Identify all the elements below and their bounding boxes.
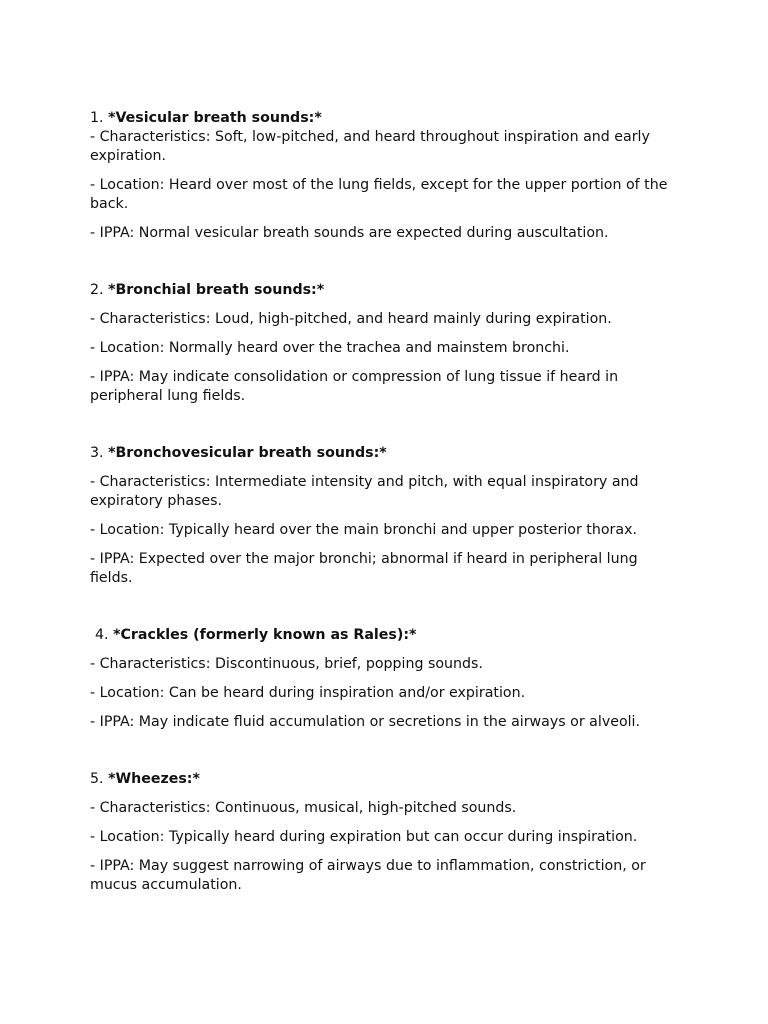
section-heading (90, 281, 680, 300)
section-number: 1. (90, 110, 104, 126)
section-crackles (90, 626, 680, 732)
characteristics-item: - Characteristics: Continuous, musical, high-pitched sounds. (90, 800, 517, 816)
location-item: - Location: Heard over most of the lung fields, except for the upper portion of the back. (90, 177, 668, 212)
section-heading (90, 770, 680, 789)
ippa-item: - IPPA: Expected over the major bronchi; abnormal if heard in peripheral lung fields. (90, 551, 638, 586)
section-bronchial (90, 281, 680, 406)
section-heading (90, 444, 680, 463)
ippa-item: - IPPA: May suggest narrowing of airways due to inflammation, constriction, or mucus accumulation. (90, 858, 646, 893)
ippa-item: - IPPA: May indicate fluid accumulation or secretions in the airways or alveoli. (90, 714, 641, 730)
location-item: - Location: Can be heard during inspiration and/or expiration. (90, 685, 526, 701)
document-body (90, 109, 680, 905)
characteristics-item: - Characteristics: Discontinuous, brief, popping sounds. (90, 656, 483, 672)
section-wheezes (90, 770, 680, 895)
section-heading (90, 109, 680, 128)
section-number: 5. (90, 771, 104, 787)
section-number: 2. (90, 282, 104, 298)
section-title: *Bronchial breath sounds:* (108, 282, 325, 298)
location-item: - Location: Typically heard over the main bronchi and upper posterior thorax. (90, 522, 637, 538)
section-title: *Wheezes:* (108, 771, 200, 787)
section-number: 4. (95, 627, 109, 643)
characteristics-item: - Characteristics: Intermediate intensity and pitch, with equal inspiratory and expiratory phases. (90, 474, 639, 509)
section-title: *Bronchovesicular breath sounds:* (108, 445, 387, 461)
section-title: *Crackles (formerly known as Rales):* (113, 627, 417, 643)
section-title: *Vesicular breath sounds:* (108, 110, 322, 126)
section-vesicular (90, 109, 680, 243)
ippa-item: - IPPA: May indicate consolidation or compression of lung tissue if heard in peripheral lung fields. (90, 369, 619, 404)
characteristics-item: - Characteristics: Soft, low-pitched, and heard throughout inspiration and early expiration. (90, 129, 650, 164)
ippa-item: - IPPA: Normal vesicular breath sounds are expected during auscultation. (90, 225, 609, 241)
location-item: - Location: Typically heard during expiration but can occur during inspiration. (90, 829, 638, 845)
section-bronchovesicular (90, 444, 680, 588)
section-heading (90, 626, 680, 645)
section-number: 3. (90, 445, 104, 461)
characteristics-item: - Characteristics: Loud, high-pitched, and heard mainly during expiration. (90, 311, 612, 327)
location-item: - Location: Normally heard over the trachea and mainstem bronchi. (90, 340, 570, 356)
